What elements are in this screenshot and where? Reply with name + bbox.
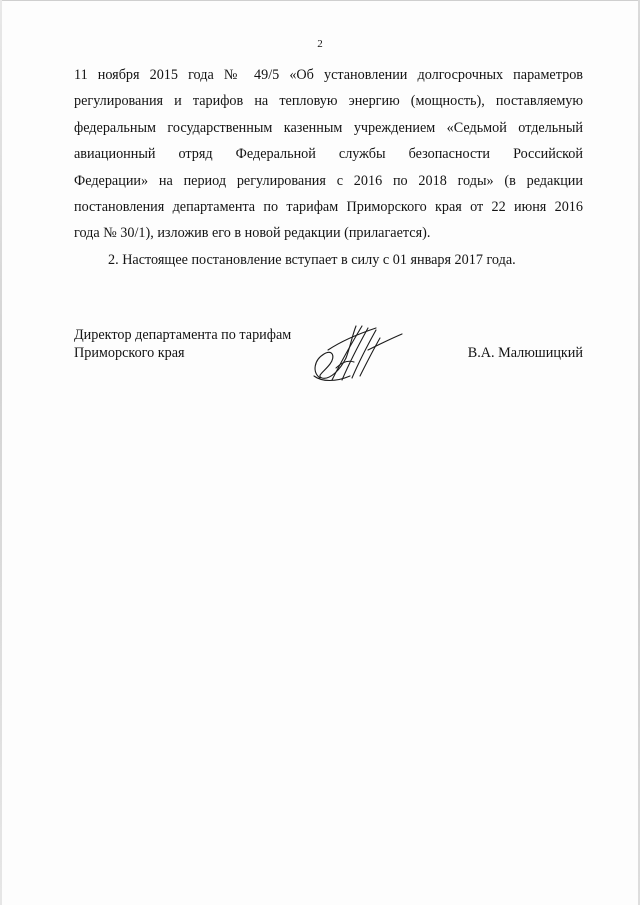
paragraph-line: регулирования и тарифов на тепловую энергию (мощность), поставляемую xyxy=(74,93,583,110)
paragraph-line: федеральным государственным казенным учреждением «Седьмой отдельный xyxy=(74,119,583,136)
signature-block xyxy=(74,326,583,396)
signer-name: В.А. Малюшицкий xyxy=(467,345,583,361)
paragraph-line: постановления департамента по тарифам Приморского края от 22 июня 2016 xyxy=(74,198,583,215)
page-number: 2 xyxy=(317,38,323,50)
signer-position-line-2: Приморского края xyxy=(74,345,185,361)
scan-edge-top xyxy=(0,0,640,1)
signer-position xyxy=(74,326,291,362)
paragraph-line: авиационный отряд Федеральной службы безопасности Российской xyxy=(74,146,583,163)
body-text xyxy=(74,62,583,273)
handwritten-signature xyxy=(306,320,406,386)
paragraph-line: Федерации» на период регулирования с 2016 по 2018 годы» (в редакции xyxy=(74,172,583,189)
scan-edge-left xyxy=(0,0,2,905)
list-item-2: 2. Настоящее постановление вступает в силу с 01 января 2017 года. xyxy=(108,251,516,268)
paragraph-line: года № 30/1), изложив его в новой редакции (прилагается). xyxy=(74,225,431,242)
signer-position-line-1: Директор департамента по тарифам xyxy=(74,327,292,343)
paragraph-line: 11 ноября 2015 года № 49/5 «Об установлении долгосрочных параметров xyxy=(74,67,583,83)
